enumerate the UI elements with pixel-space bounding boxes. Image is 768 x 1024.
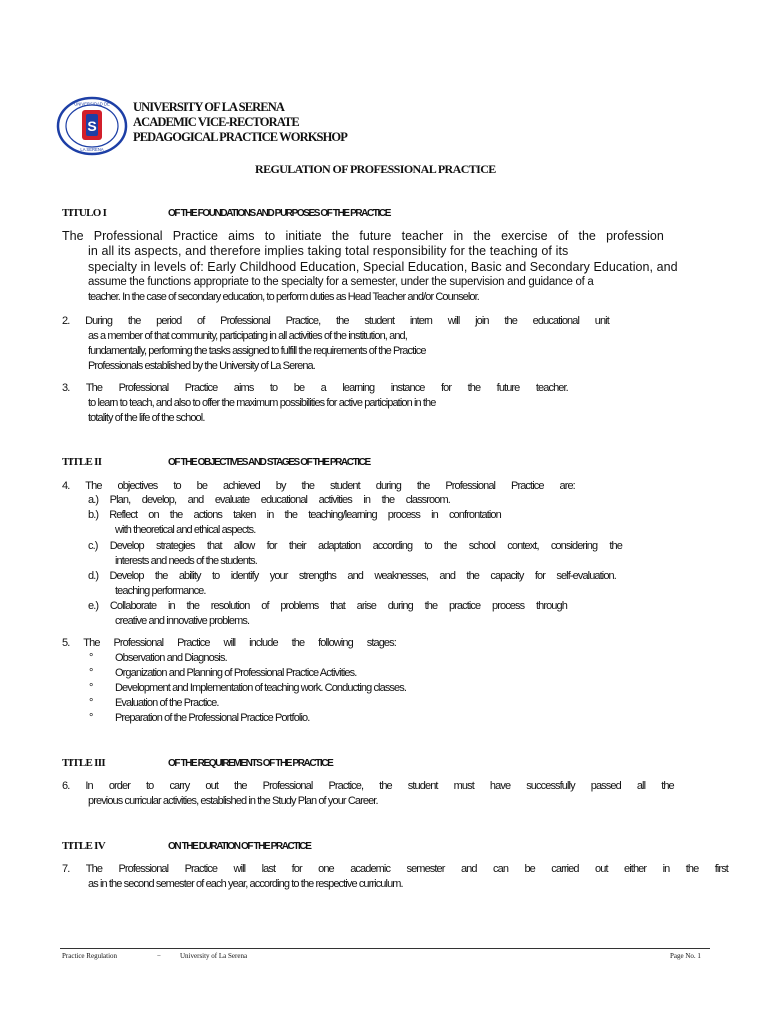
word: Professional (262, 780, 313, 792)
word: out (595, 863, 608, 875)
word: school (468, 540, 496, 552)
word: semester (406, 863, 445, 875)
word: The (85, 382, 103, 394)
word: student (407, 780, 438, 792)
para3-line2: to learn to teach, and also to offer the maximum possibilities for active participation in the (88, 397, 436, 409)
word: of (197, 315, 205, 327)
word: The (62, 229, 84, 243)
objective-item-continuation: interests and needs of the students. (115, 555, 257, 567)
word: During (85, 315, 113, 327)
title3-name: OF THE REQUIREMENTS OF THE PRACTICE (168, 758, 333, 769)
word: a (320, 382, 326, 394)
title1-label: TITULO I (62, 207, 107, 219)
para2-line3: fundamentally, performing the tasks assigned to fulfill the requirements of the Practice (88, 345, 426, 357)
word: and (439, 570, 456, 582)
word: stages: (366, 637, 396, 649)
para3-line1 (62, 382, 568, 394)
word: must (453, 780, 474, 792)
bullet-icon: ° (89, 682, 93, 694)
para1-line3: specialty in levels of: Early Childhood Education, Special Education, Basic and Secondary Education, and (88, 260, 678, 274)
word: strengths (298, 570, 337, 582)
word: the (467, 382, 481, 394)
word: considering (550, 540, 598, 552)
word: during (387, 600, 413, 612)
bullet-icon: ° (89, 652, 93, 664)
word: adaptation (317, 540, 361, 552)
word: to (212, 570, 220, 582)
word: their (288, 540, 306, 552)
svg-text:S: S (87, 118, 97, 134)
title3-label: TITLE III (62, 757, 105, 769)
word: will (447, 315, 460, 327)
word: identify (230, 570, 259, 582)
word: Professional (220, 315, 270, 327)
bullet-icon: ° (89, 697, 93, 709)
objective-item (88, 570, 616, 582)
word: student (330, 480, 360, 492)
word: teaching/learning (308, 509, 377, 521)
word: unit (594, 315, 609, 327)
word: taken (233, 509, 256, 521)
word: Practice (177, 637, 210, 649)
para2-line4: Professionals established by the University of La Serena. (88, 360, 315, 372)
word: the (127, 315, 141, 327)
word: the (336, 315, 349, 327)
word: carry (169, 780, 190, 792)
word: be (524, 863, 535, 875)
word: all (636, 780, 646, 792)
objective-item (88, 509, 501, 521)
word: the (379, 780, 392, 792)
para6-line2: previous curricular activities, established in the Study Plan of your Career. (88, 795, 378, 807)
word: in (266, 509, 274, 521)
word: of (557, 229, 569, 243)
word: weaknesses, (374, 570, 429, 582)
word: to (173, 480, 181, 492)
word: the (661, 780, 674, 792)
word: learning (342, 382, 375, 394)
word: during (375, 480, 401, 492)
word: 7. (62, 863, 70, 875)
stage-item: Preparation of the Professional Practice Portfolio. (115, 712, 310, 724)
document-title: REGULATION OF PROFESSIONAL PRACTICE (255, 162, 496, 176)
word: period (156, 315, 182, 327)
word: one (318, 863, 334, 875)
word: include (249, 637, 278, 649)
word: to (424, 540, 432, 552)
footer-rule (60, 948, 710, 949)
word: the (473, 229, 491, 243)
word: to (269, 382, 278, 394)
word: aims (228, 229, 255, 243)
word: 3. (62, 382, 70, 394)
word: and (347, 570, 364, 582)
word: for (291, 863, 302, 875)
word: the (609, 540, 622, 552)
header-university: UNIVERSITY OF LA SERENA (133, 100, 284, 114)
word: successfully (526, 780, 575, 792)
word: for (534, 570, 545, 582)
word: The (85, 480, 102, 492)
word: that (330, 600, 345, 612)
word: to (146, 780, 154, 792)
word: activities (318, 494, 352, 506)
word: Professional (445, 480, 496, 492)
word: by (275, 480, 286, 492)
word: Reflect (109, 509, 138, 521)
word: Professional (118, 863, 169, 875)
word: process (387, 509, 420, 521)
para1-line4: assume the functions appropriate to the specialty for a semester, under the supervision and guidance of a (88, 276, 594, 288)
word: the (466, 570, 480, 582)
word: Practice (172, 229, 218, 243)
word: passed (590, 780, 621, 792)
word: through (535, 600, 567, 612)
word: teacher. (535, 382, 568, 394)
para4-line1 (62, 480, 575, 492)
word: following (318, 637, 353, 649)
word: evaluate (214, 494, 250, 506)
word: problems (280, 600, 319, 612)
word: according (372, 540, 413, 552)
word: order (108, 780, 130, 792)
word: b.) (88, 509, 99, 521)
word: the (424, 600, 438, 612)
title2-label: TITLE II (62, 456, 102, 468)
header-workshop: PEDAGOGICAL PRACTICE WORKSHOP (133, 130, 347, 144)
word: c.) (88, 540, 98, 552)
objective-item (88, 600, 567, 612)
word: the (284, 509, 298, 521)
word: context, (507, 540, 539, 552)
objective-item (88, 494, 450, 506)
word: initiate (285, 229, 322, 243)
word: Collaborate (109, 600, 157, 612)
word: will (233, 863, 246, 875)
word: your (269, 570, 288, 582)
word: for (441, 382, 452, 394)
word: in (363, 494, 371, 506)
para1-line1 (62, 229, 664, 243)
word: classroom. (405, 494, 450, 506)
word: e.) (88, 600, 99, 612)
word: aims (233, 382, 254, 394)
word: on (148, 509, 159, 521)
word: the (331, 229, 350, 243)
header-vicerectorate: ACADEMIC VICE-RECTORATE (133, 115, 299, 129)
footer-separator: − (157, 952, 161, 960)
para2-line2: as a member of that community, participating in all activities of the institution, and, (88, 330, 407, 342)
objective-item-continuation: creative and innovative problems. (115, 615, 250, 627)
word: capacity (490, 570, 524, 582)
word: 4. (62, 480, 70, 492)
word: resolution (210, 600, 250, 612)
word: Develop (109, 540, 144, 552)
word: will (223, 637, 236, 649)
title4-name: ON THE DURATION OF THE PRACTICE (168, 841, 311, 852)
title1-name: OF THE FOUNDATIONS AND PURPOSES OF THE PRACTICE (168, 208, 390, 219)
para1-line5: teacher. In the case of secondary education, to perform duties as Head Teacher and/or Counselor. (88, 291, 479, 303)
svg-text:LA SERENA: LA SERENA (80, 147, 104, 152)
word: instance (390, 382, 425, 394)
word: Practice (184, 382, 218, 394)
word: in (662, 863, 670, 875)
word: the (381, 494, 395, 506)
word: Practice (184, 863, 218, 875)
word: that (206, 540, 222, 552)
word: In (85, 780, 93, 792)
para5-line1 (62, 637, 396, 649)
svg-text:UNIVERSIDAD DE: UNIVERSIDAD DE (74, 101, 110, 107)
stage-item: Evaluation of the Practice. (115, 697, 219, 709)
word: intern (409, 315, 432, 327)
word: in (453, 229, 464, 243)
word: in (167, 600, 175, 612)
word: last (261, 863, 276, 875)
word: profession (606, 229, 664, 243)
bullet-icon: ° (89, 712, 93, 724)
title4-label: TITLE IV (62, 840, 106, 852)
stage-item: Observation and Diagnosis. (115, 652, 227, 664)
word: 2. (62, 315, 70, 327)
word: actions (193, 509, 223, 521)
word: confrontation (448, 509, 501, 521)
word: strategies (155, 540, 195, 552)
para1-line2: in all its aspects, and therefore implies taking total responsibility for the teaching of its (88, 244, 569, 258)
word: Develop (109, 570, 144, 582)
word: the (234, 780, 247, 792)
word: be (293, 382, 305, 394)
word: ability (178, 570, 201, 582)
stage-item: Organization and Planning of Professional Practice Activities. (115, 667, 357, 679)
word: the (685, 863, 699, 875)
word: develop, (141, 494, 177, 506)
word: and (460, 863, 477, 875)
word: Practice, (328, 780, 364, 792)
word: either (624, 863, 647, 875)
word: future (359, 229, 392, 243)
word: 6. (62, 780, 70, 792)
word: academic (350, 863, 391, 875)
university-logo (56, 96, 128, 156)
word: Professional (118, 382, 169, 394)
word: to (264, 229, 276, 243)
word: d.) (88, 570, 99, 582)
word: the (154, 570, 168, 582)
objective-item-continuation: with theoretical and ethical aspects. (115, 524, 256, 536)
footer-page-number: Page No. 1 (670, 952, 701, 960)
para3-line3: totality of the life of the school. (88, 412, 205, 424)
word: process (492, 600, 525, 612)
word: have (489, 780, 511, 792)
word: of (261, 600, 269, 612)
word: teacher (401, 229, 444, 243)
word: the (416, 480, 430, 492)
word: objectives (117, 480, 158, 492)
para6-line1 (62, 780, 674, 792)
word: can (493, 863, 509, 875)
word: first (714, 863, 728, 875)
word: a.) (88, 494, 99, 506)
word: Professional (93, 229, 163, 243)
word: The (85, 863, 103, 875)
word: in (431, 509, 438, 521)
word: the (301, 480, 315, 492)
word: be (196, 480, 208, 492)
word: educational (532, 315, 580, 327)
word: student (364, 315, 395, 327)
word: join (475, 315, 489, 327)
word: out (205, 780, 219, 792)
bullet-icon: ° (89, 667, 93, 679)
para7-line2: as in the second semester of each year, according to the respective curriculum. (88, 878, 403, 890)
word: and (187, 494, 204, 506)
word: Practice, (285, 315, 321, 327)
word: future (496, 382, 520, 394)
word: for (266, 540, 277, 552)
word: exercise (501, 229, 548, 243)
para7-line1 (62, 863, 728, 875)
word: the (443, 540, 457, 552)
objective-item-continuation: teaching performance. (115, 585, 206, 597)
footer-left: Practice Regulation (62, 952, 118, 960)
word: Plan, (109, 494, 131, 506)
word: allow (233, 540, 255, 552)
word: educational (260, 494, 308, 506)
word: The (83, 637, 100, 649)
word: 5. (62, 637, 70, 649)
stage-item: Development and Implementation of teaching work. Conducting classes. (115, 682, 406, 694)
word: the (169, 509, 183, 521)
title2-name: OF THE OBJECTIVES AND STAGES OF THE PRACTICE (168, 457, 370, 468)
word: are: (559, 480, 575, 492)
word: self-evaluation. (556, 570, 616, 582)
word: the (578, 229, 596, 243)
word: Practice (511, 480, 544, 492)
objective-item (88, 540, 622, 552)
word: arise (356, 600, 376, 612)
word: the (504, 315, 517, 327)
word: the (291, 637, 305, 649)
word: the (186, 600, 200, 612)
footer-middle: University of La Serena (180, 952, 248, 960)
word: practice (448, 600, 481, 612)
word: achieved (222, 480, 260, 492)
para2-line1 (62, 315, 609, 327)
word: carried (551, 863, 579, 875)
word: Professional (113, 637, 164, 649)
